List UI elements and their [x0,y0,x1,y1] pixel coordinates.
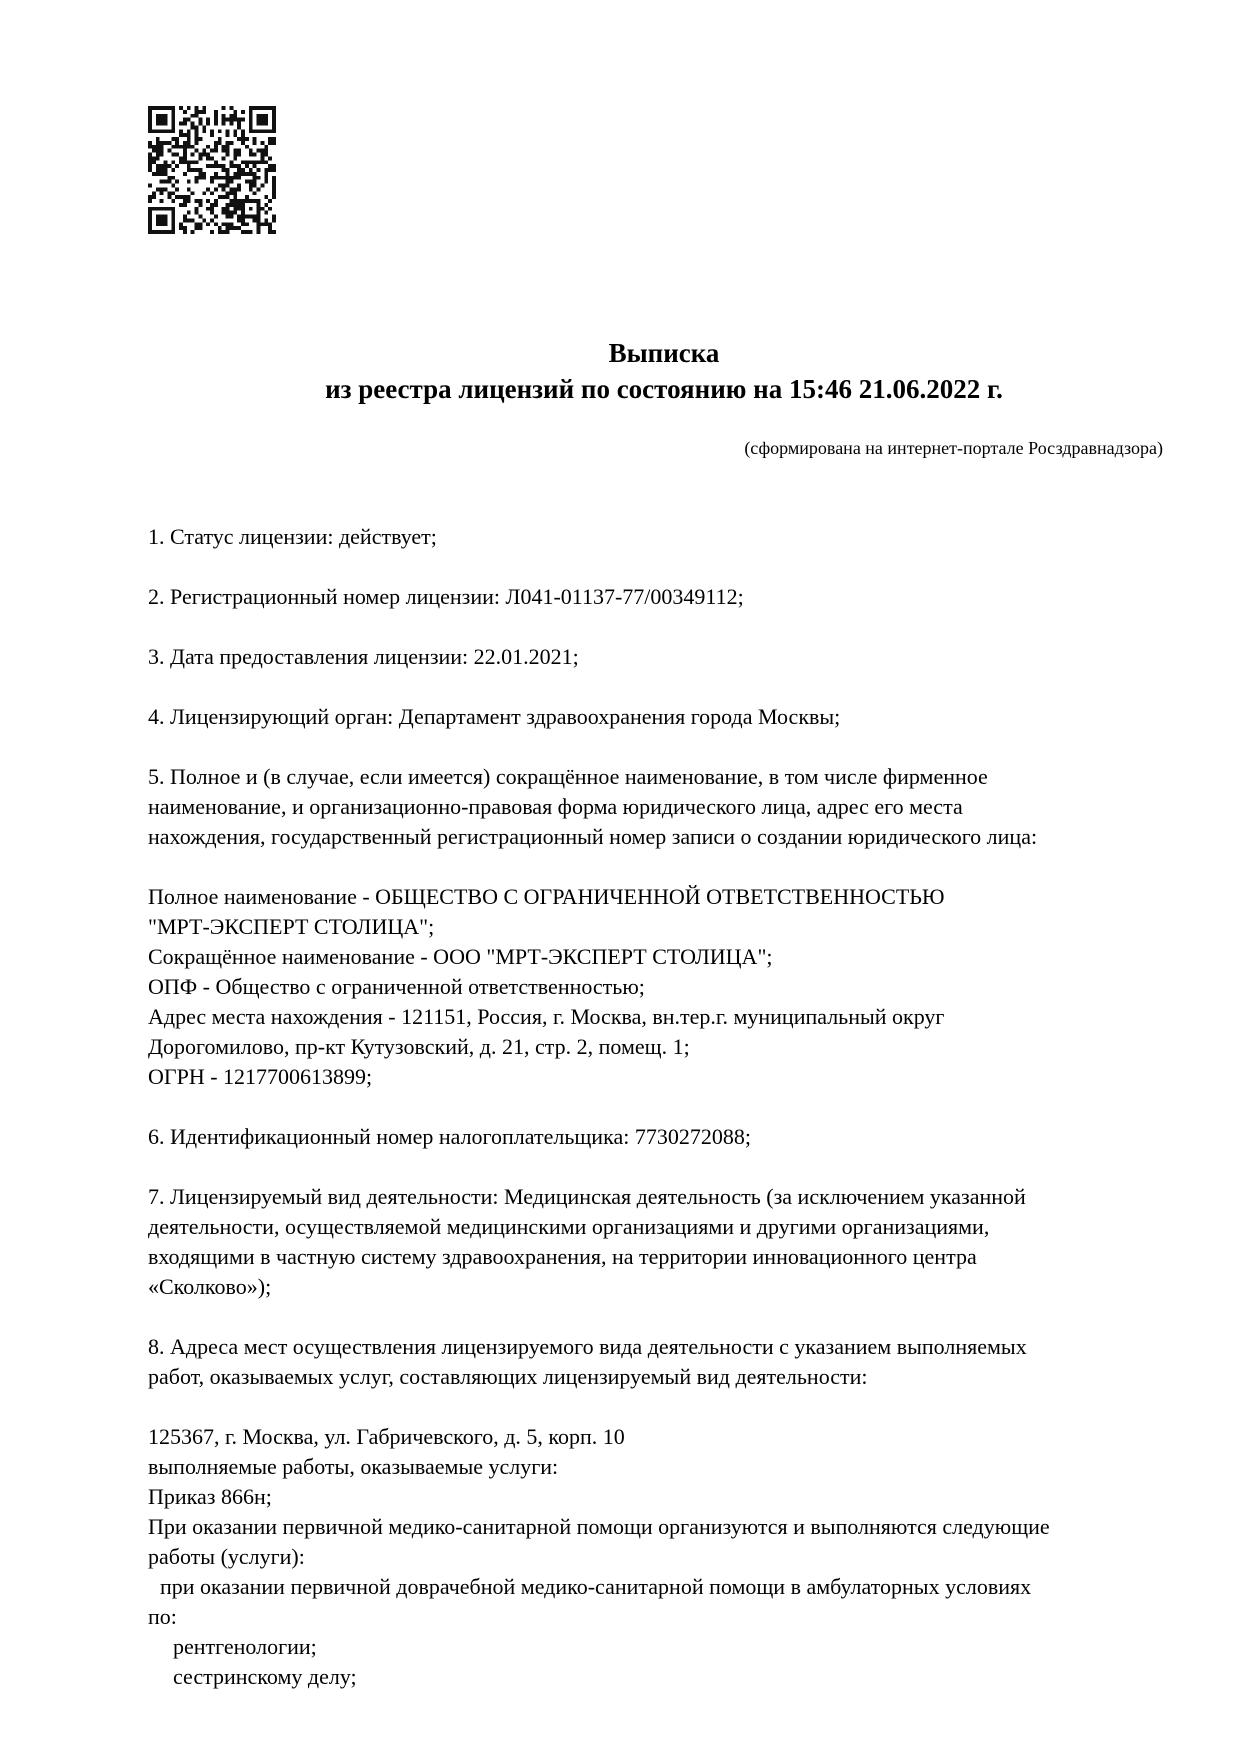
document-paragraph [148,762,1050,852]
document-line: ОГРН - 1217700613899; [148,1064,373,1089]
document-paragraph [148,522,1050,552]
document-line: При оказании первичной медико-санитарной помощи организуются и выполняются следующие [148,1514,1050,1539]
document-paragraph [148,1122,1050,1152]
document-title-line2: из реестра лицензий по состоянию на 15:46 21.06.2022 г. [325,374,1003,404]
document-body [148,522,1050,1722]
document-line: работы (услуги): [148,1544,305,1569]
document-paragraph [148,582,1050,612]
document-line: наименование, и организационно-правовая форма юридического лица, адрес его места [148,794,963,819]
document-line: при оказании первичной доврачебной медико-санитарной помощи в амбулаторных условиях [160,1574,1032,1599]
qr-code [148,106,276,234]
document-line: нахождения, государственный регистрационный номер записи о создании юридического лица: [148,824,1038,849]
document-paragraph [148,882,1050,1092]
document-title [148,335,1180,407]
document-paragraph [148,642,1050,672]
document-line: 125367, г. Москва, ул. Габричевского, д. 5, корп. 10 [148,1424,625,1449]
document-paragraph [148,702,1050,732]
document-line: «Сколково»); [148,1274,272,1299]
document-line: рентгенологии; [173,1634,317,1659]
document-line: 4. Лицензирующий орган: Департамент здравоохранения города Москвы; [148,704,841,729]
document-line: деятельности, осуществляемой медицинскими организациями и другими организациями, [148,1214,990,1239]
document-paragraph [148,1182,1050,1302]
document-line: "МРТ-ЭКСПЕРТ СТОЛИЦА"; [148,914,435,939]
document-line: Приказ 866н; [148,1484,272,1509]
document-title-line1: Выписка [608,338,720,368]
document-line: 8. Адреса мест осуществления лицензируемого вида деятельности с указанием выполняемых [148,1334,1027,1359]
document-line: 1. Статус лицензии: действует; [148,524,437,549]
document-line: работ, оказываемых услуг, составляющих лицензируемый вид деятельности: [148,1364,868,1389]
document-line: 7. Лицензируемый вид деятельности: Медицинская деятельность (за исключением указанной [148,1184,1026,1209]
document-paragraph [148,1422,1050,1692]
document-line: 2. Регистрационный номер лицензии: Л041-01137-77/00349112; [148,584,744,609]
document-line: 3. Дата предоставления лицензии: 22.01.2021; [148,644,579,669]
document-line: выполняемые работы, оказываемые услуги: [148,1454,559,1479]
document-line: Дорогомилово, пр-кт Кутузовский, д. 21, стр. 2, помещ. 1; [148,1034,690,1059]
document-line: Адрес места нахождения - 121151, Россия, г. Москва, вн.тер.г. муниципальный округ [148,1004,945,1029]
document-paragraph [148,1332,1050,1392]
document-line: сестринскому делу; [173,1664,357,1689]
document-subtitle: (сформирована на интернет-портале Росздравнадзора) [744,438,1163,458]
document-line: по: [148,1604,177,1629]
document-line: 6. Идентификационный номер налогоплательщика: 7730272088; [148,1124,751,1149]
document-line: Сокращённое наименование - ООО "МРТ-ЭКСПЕРТ СТОЛИЦА"; [148,944,773,969]
document-line: ОПФ - Общество с ограниченной ответственностью; [148,974,645,999]
document-line: 5. Полное и (в случае, если имеется) сокращённое наименование, в том числе фирменное [148,764,988,789]
document-line: Полное наименование - ОБЩЕСТВО С ОГРАНИЧЕННОЙ ОТВЕТСТВЕННОСТЬЮ [148,884,945,909]
document-line: входящими в частную систему здравоохранения, на территории инновационного центра [148,1244,977,1269]
